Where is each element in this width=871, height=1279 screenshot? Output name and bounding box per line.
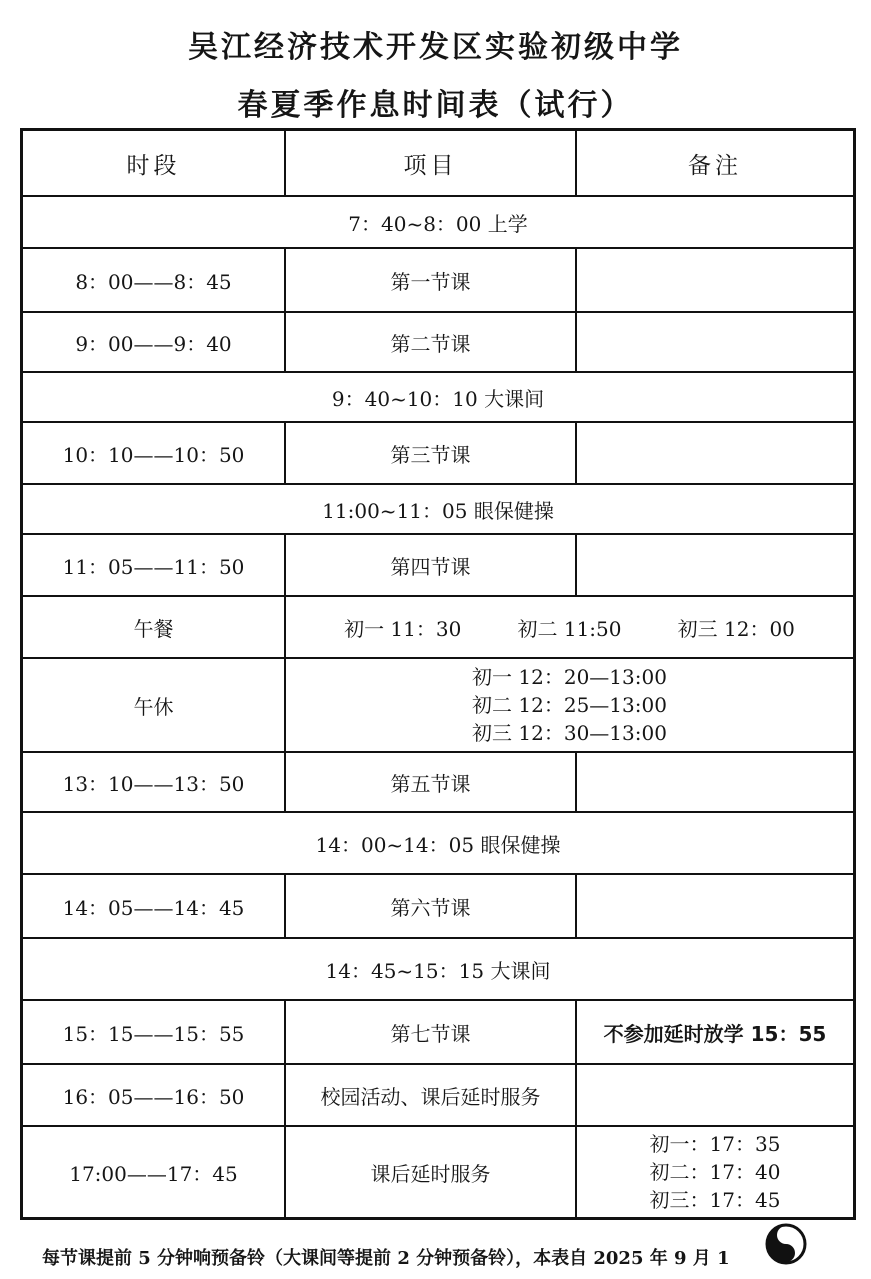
table-row: [23, 1001, 853, 1065]
table-row: [23, 875, 853, 939]
table-row: [23, 659, 853, 753]
table-row: [23, 197, 853, 249]
row-time: 17:00——17：45: [23, 1127, 286, 1217]
end-time-grade1: 初一：17：35: [649, 1132, 781, 1156]
end-time-grade2: 初二：17：40: [649, 1160, 781, 1184]
table-row: [23, 485, 853, 535]
row-time: 8：00——8：45: [23, 249, 286, 311]
row-note-times: [577, 1127, 853, 1217]
table-row: [23, 597, 853, 659]
table-row: [23, 813, 853, 875]
table-row: [23, 1127, 853, 1217]
row-time: 10：10——10：50: [23, 423, 286, 483]
header-note: 备注: [688, 152, 742, 179]
footer-note: 每节课提前 5 分钟响预备铃（大课间等提前 2 分钟预备铃），本表自 2025 年 9 月 1: [42, 1248, 730, 1269]
rest-time-grade1: 初一 12：20—13:00: [472, 665, 667, 689]
row-note: [577, 875, 853, 937]
lunch-label: 午餐: [23, 597, 286, 657]
header-item: 项目: [286, 131, 577, 195]
table-row: [23, 373, 853, 423]
row-item: 课后延时服务: [286, 1127, 577, 1217]
rest-time-grade3: 初三 12：30—13:00: [472, 721, 667, 745]
row-item: 第四节课: [286, 535, 577, 595]
logo-mark-icon: [764, 1222, 808, 1266]
lunch-time-grade3: 初三 12：00: [677, 616, 795, 641]
table-row: [23, 939, 853, 1001]
row-note: [577, 249, 853, 311]
row-item: 第一节课: [286, 249, 577, 311]
span-text: 14：45~15：15 大课间: [325, 958, 551, 983]
table-row: [23, 313, 853, 373]
row-note: [577, 313, 853, 371]
rest-times: [286, 659, 853, 751]
span-text: 9：40~10：10 大课间: [331, 386, 545, 411]
lunch-time-grade2: 初二 11:50: [517, 616, 622, 641]
school-name: 吴江经济技术开发区实验初级中学: [188, 30, 683, 65]
table-row: [23, 423, 853, 485]
end-time-grade3: 初三：17：45: [649, 1188, 781, 1212]
row-item: 第七节课: [286, 1001, 577, 1063]
schedule-title: 春夏季作息时间表（试行）: [237, 88, 634, 123]
table-row: [23, 1065, 853, 1127]
span-text: 14：00~14：05 眼保健操: [315, 832, 561, 857]
row-note: [577, 1065, 853, 1125]
row-time: 11：05——11：50: [23, 535, 286, 595]
table-header-row: [23, 131, 853, 197]
table-row: [23, 249, 853, 313]
row-item: 校园活动、课后延时服务: [286, 1065, 577, 1125]
rest-label: 午休: [23, 659, 286, 751]
row-note: [577, 423, 853, 483]
table-row: [23, 535, 853, 597]
row-note: [577, 753, 853, 811]
row-time: 13：10——13：50: [23, 753, 286, 811]
lunch-time-grade1: 初一 11：30: [344, 616, 462, 641]
row-time: 14：05——14：45: [23, 875, 286, 937]
row-item: 第五节课: [286, 753, 577, 811]
row-time: 15：15——15：55: [23, 1001, 286, 1063]
row-item: 第二节课: [286, 313, 577, 371]
lunch-times: [286, 597, 853, 657]
rest-time-grade2: 初二 12：25—13:00: [472, 693, 667, 717]
row-item: 第六节课: [286, 875, 577, 937]
schedule-table: [20, 128, 856, 1220]
span-text: 11:00~11：05 眼保健操: [322, 498, 554, 523]
row-item: 第三节课: [286, 423, 577, 483]
row-time: 9：00——9：40: [23, 313, 286, 371]
row-note: 不参加延时放学 15：55: [603, 1021, 827, 1046]
header-period: 时段: [23, 131, 286, 195]
table-row: [23, 753, 853, 813]
row-note: [577, 535, 853, 595]
row-time: 16：05——16：50: [23, 1065, 286, 1125]
span-text: 7：40~8：00 上学: [348, 211, 528, 236]
